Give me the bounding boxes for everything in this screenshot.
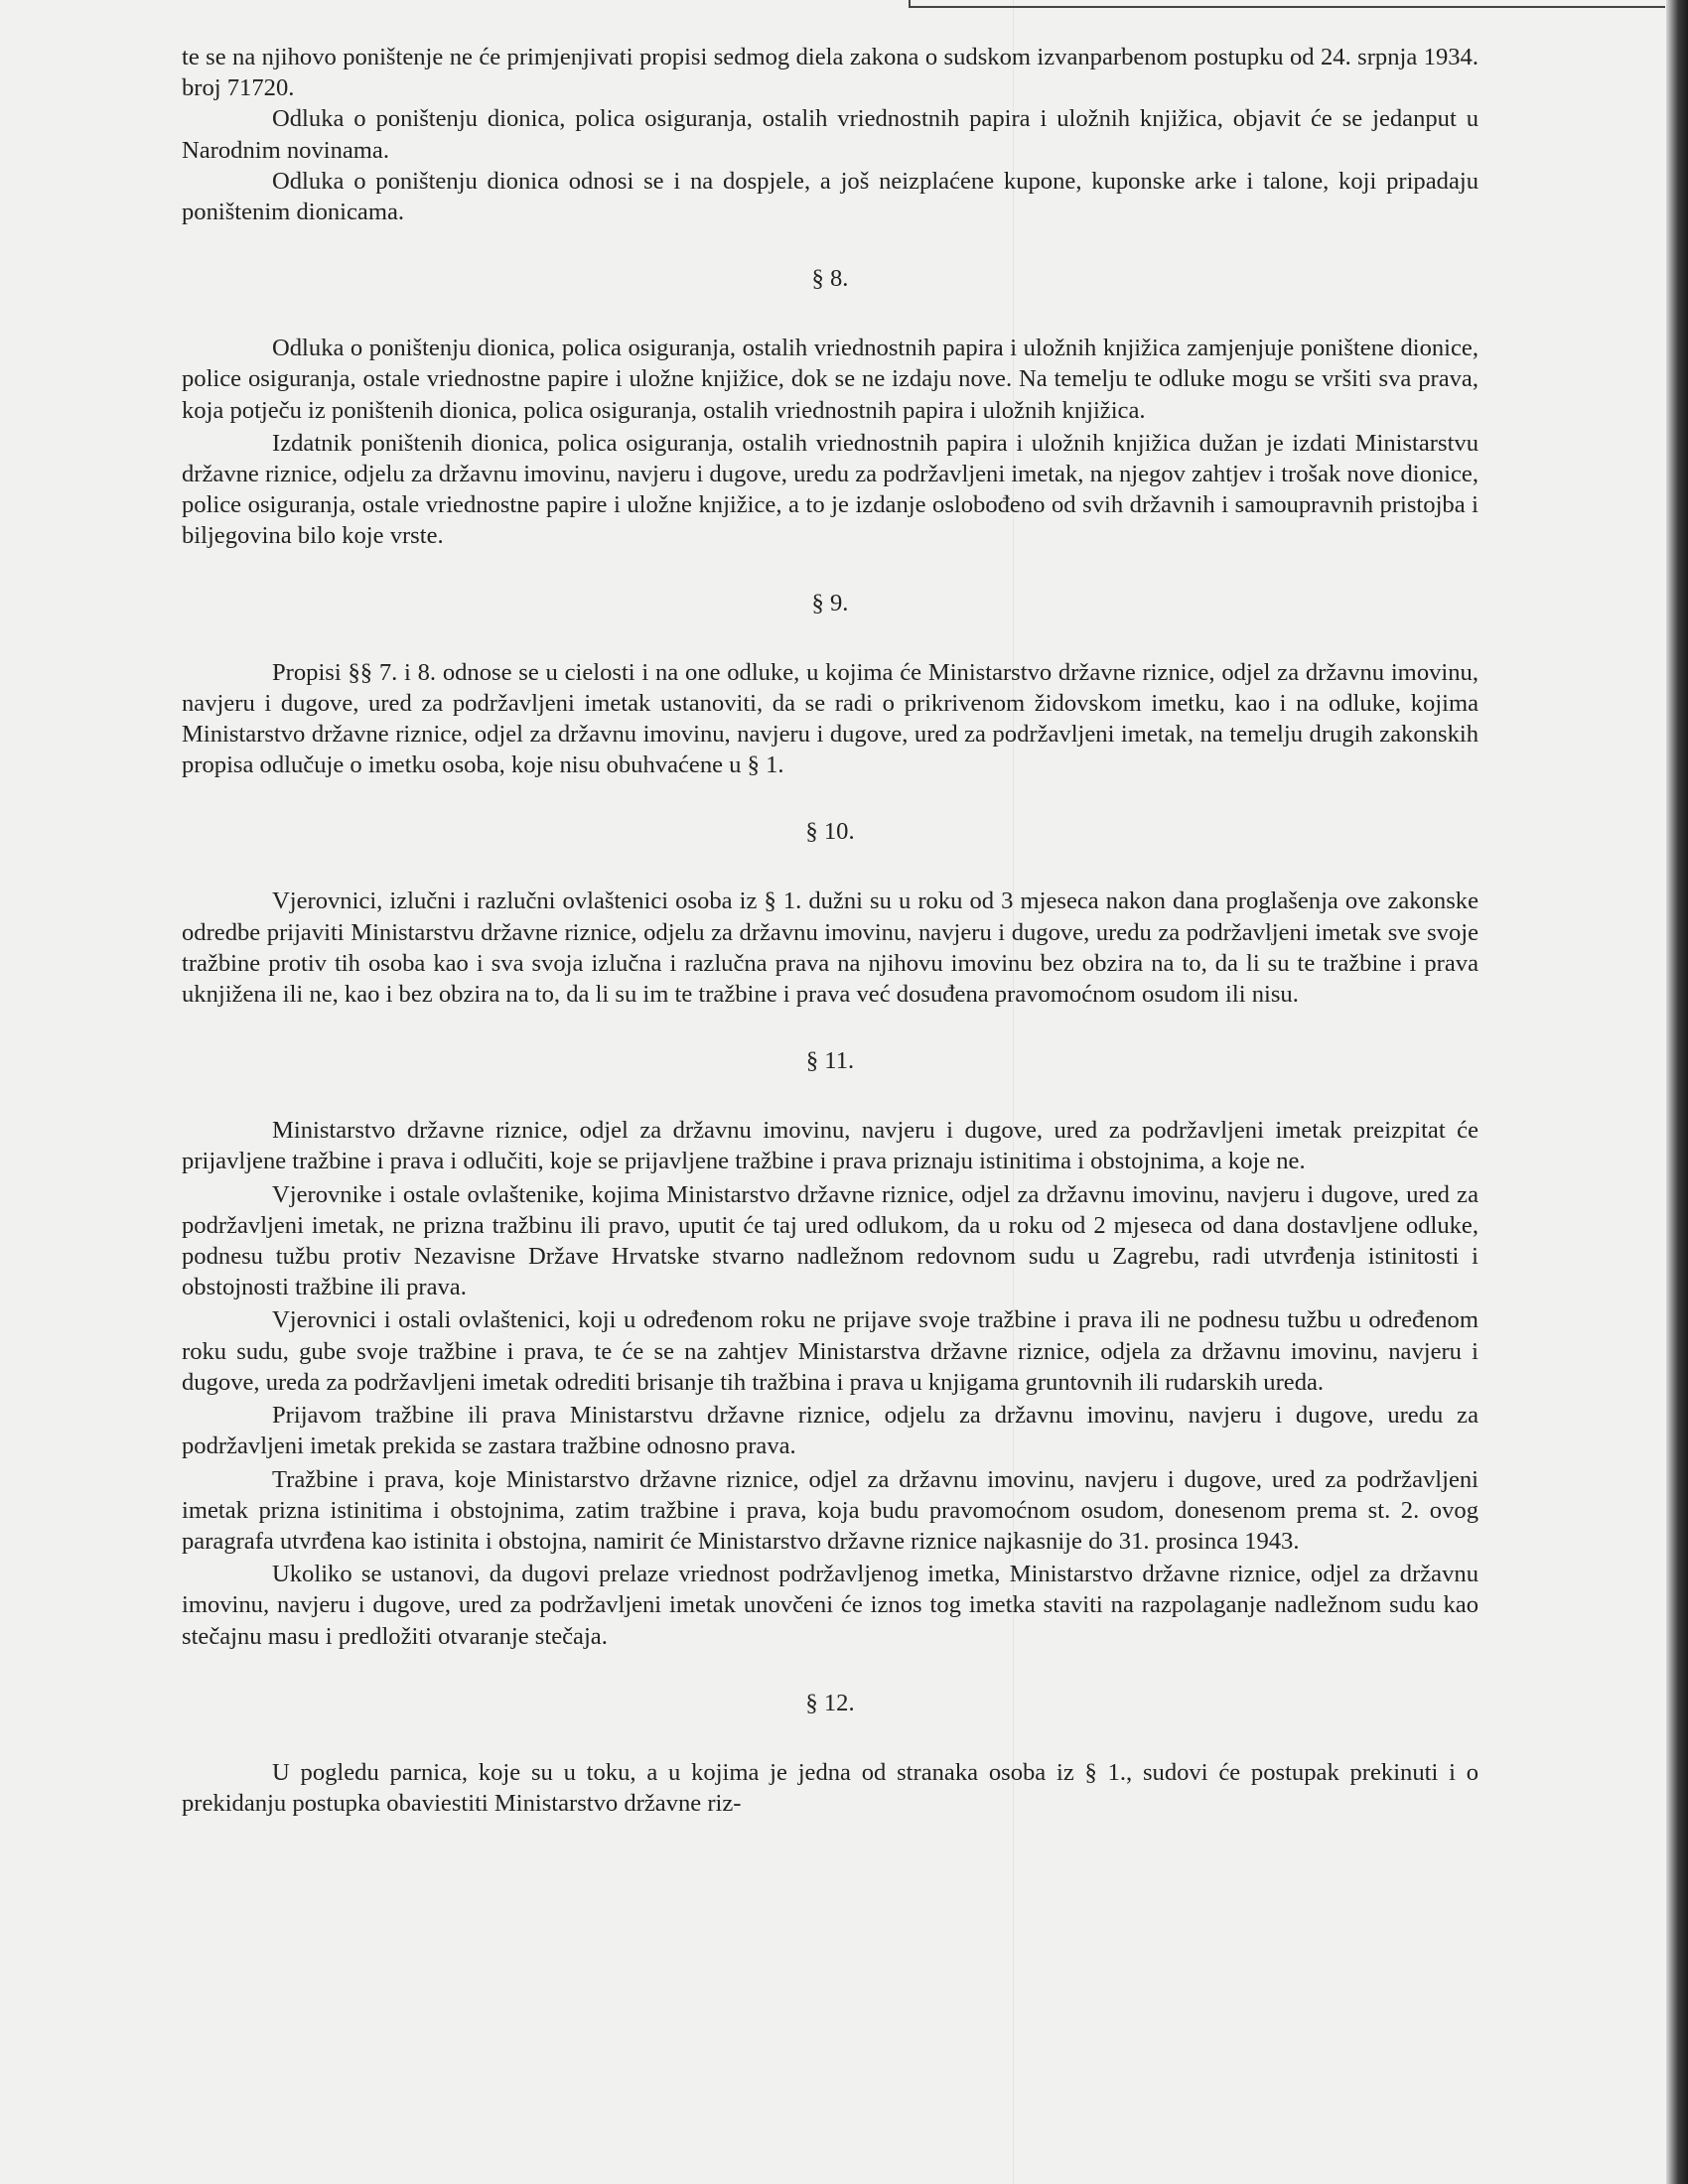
paragraph: Vjerovnici i ostali ovlaštenici, koji u određenom roku ne prijave svoje tražbine i prava ili ne podnesu tužbu u određenom roku sudu, gube svoje tražbine i prava, te će se na zahtjev Ministarstva državne riznice, odjela za državnu imovinu, navjeru i dugove, ureda za podržavljeni imetak odrediti brisanje tih tražbina i prava u knjigama gruntovnih ili rudarskih ureda. — [182, 1306, 1478, 1396]
paragraph: Prijavom tražbine ili prava Ministarstvu državne riznice, odjelu za državnu imovinu, navjeru i dugove, uredu za podržavljeni imetak prekida se zastara tražbine odnosno prava. — [182, 1402, 1478, 1460]
section-heading: § 9. — [811, 589, 849, 616]
paragraph: Propisi §§ 7. i 8. odnose se u cielosti i na one odluke, u kojima će Ministarstvo državne riznice, odjel za državnu imovinu, navjeru i dugove, ured za podržavljeni imetak ustanoviti, da se radi o prikrivenom židovskom imetku, kao i na odluke, kojima Ministarstvo državne riznice, odjel za državnu imovinu, navjeru i dugove, ured za podržavljeni imetak, na temelju drugih zakonskih propisa odlučuje o imetku osoba, koje nisu obuhvaćene u § 1. — [182, 658, 1478, 779]
document-body — [182, 42, 1478, 1819]
section-heading: § 8. — [811, 265, 849, 293]
section-heading: § 12. — [805, 1689, 855, 1716]
paragraph: te se na njihovo poništenje ne će primjenjivati propisi sedmog diela zakona o sudskom izvanparbenom postupku od 24. srpnja 1934. broj 71720. — [182, 44, 1478, 102]
paragraph: Vjerovnici, izlučni i razlučni ovlaštenici osoba iz § 1. dužni su u roku od 3 mjeseca nakon dana proglašenja ove zakonske odredbe prijaviti Ministarstvu državne riznice, odjelu za državnu imovinu, navjeru i dugove, uredu za podržavljeni imetak sve svoje tražbine protiv tih osoba kao i sva svoja izlučna i razlučna prava na njihovu imovinu bez obzira na to, da li su te tražbine i prava uknjižena ili ne, kao i bez obzira na to, da li su im te tražbine i prava već dosuđena pravomoćnom osudom ili nisu. — [182, 887, 1478, 1009]
page-top-border — [909, 0, 1665, 8]
paragraph: Odluka o poništenju dionica odnosi se i na dospjele, a još neizplaćene kupone, kuponske arke i talone, koji pripadaju poništenim dionicama. — [182, 167, 1478, 226]
scanner-edge-shadow — [1666, 0, 1688, 2184]
paragraph: Ministarstvo državne riznice, odjel za državnu imovinu, navjeru i dugove, ured za podržavljeni imetak preizpitat će prijavljene tražbine i prava i odlučiti, koje se prijavljene tražbine i prava priznaju istinitima i obstojnima, a koje ne. — [182, 1117, 1478, 1175]
section-heading: § 10. — [805, 818, 855, 846]
paragraph: Ukoliko se ustanovi, da dugovi prelaze vriednost podržavljenog imetka, Ministarstvo državne riznice, odjel za državnu imovinu, navjeru i dugove, ured za podržavljeni imetak unovčeni će iznos tog imetka staviti na razpolaganje nadležnom sudu kao stečajnu masu i predložiti otvaranje stečaja. — [182, 1561, 1478, 1650]
paragraph: Tražbine i prava, koje Ministarstvo državne riznice, odjel za državnu imovinu, navjeru i dugove, ured za podržavljeni imetak prizna istinitima i obstojnima, zatim tražbine i prava, koja budu pravomoćnom osudom, donesenom prema st. 2. ovog paragrafa utvrđena kao istinita i obstojna, namirit će Ministarstvo državne riznice najkasnije do 31. prosinca 1943. — [182, 1465, 1478, 1555]
paragraph: Izdatnik poništenih dionica, polica osiguranja, ostalih vriednostnih papira i uložnih knjižica dužan je izdati Ministarstvu državne riznice, odjelu za državnu imovinu, navjeru i dugove, uredu za podržavljeni imetak, na njegov zahtjev i trošak nove dionice, police osiguranja, ostale vriednostne papire i uložne knjižice, a to je izdanje oslobođeno od svih državnih i samoupravnih pristojba i biljegovina bilo koje vrste. — [182, 429, 1478, 550]
paragraph: Odluka o poništenju dionica, polica osiguranja, ostalih vriednostnih papira i uložnih knjižica, objavit će se jedanput u Narodnim novinama. — [182, 105, 1478, 164]
paragraph: U pogledu parnica, koje su u toku, a u kojima je jedna od stranaka osoba iz § 1., sudovi će postupak prekinuti i o prekidanju postupka obaviestiti Ministarstvo državne riz- — [182, 1758, 1478, 1817]
section-heading: § 11. — [805, 1047, 855, 1075]
paragraph: Vjerovnike i ostale ovlaštenike, kojima Ministarstvo državne riznice, odjel za državnu imovinu, navjeru i dugove, ured za podržavljeni imetak, ne prizna tražbinu ili pravo, uputit će taj ured odlukom, da u roku od 2 mjeseca od dana dostavljene odluke, podnesu tužbu protiv Nezavisne Države Hrvatske stvarno nadležnom redovnom sudu u Zagrebu, radi utvrđenja istinitosti i obstojnosti tražbine ili prava. — [182, 1180, 1478, 1301]
paragraph: Odluka o poništenju dionica, polica osiguranja, ostalih vriednostnih papira i uložnih knjižica zamjenjuje poništene dionice, police osiguranja, ostale vriednostne papire i uložne knjižice, dok se ne izdaju nove. Na temelju te odluke mogu se vršiti sva prava, koja potječu iz poništenih dionica, polica osiguranja, ostalih vriednostnih papira i uložnih knjižica. — [182, 335, 1478, 424]
